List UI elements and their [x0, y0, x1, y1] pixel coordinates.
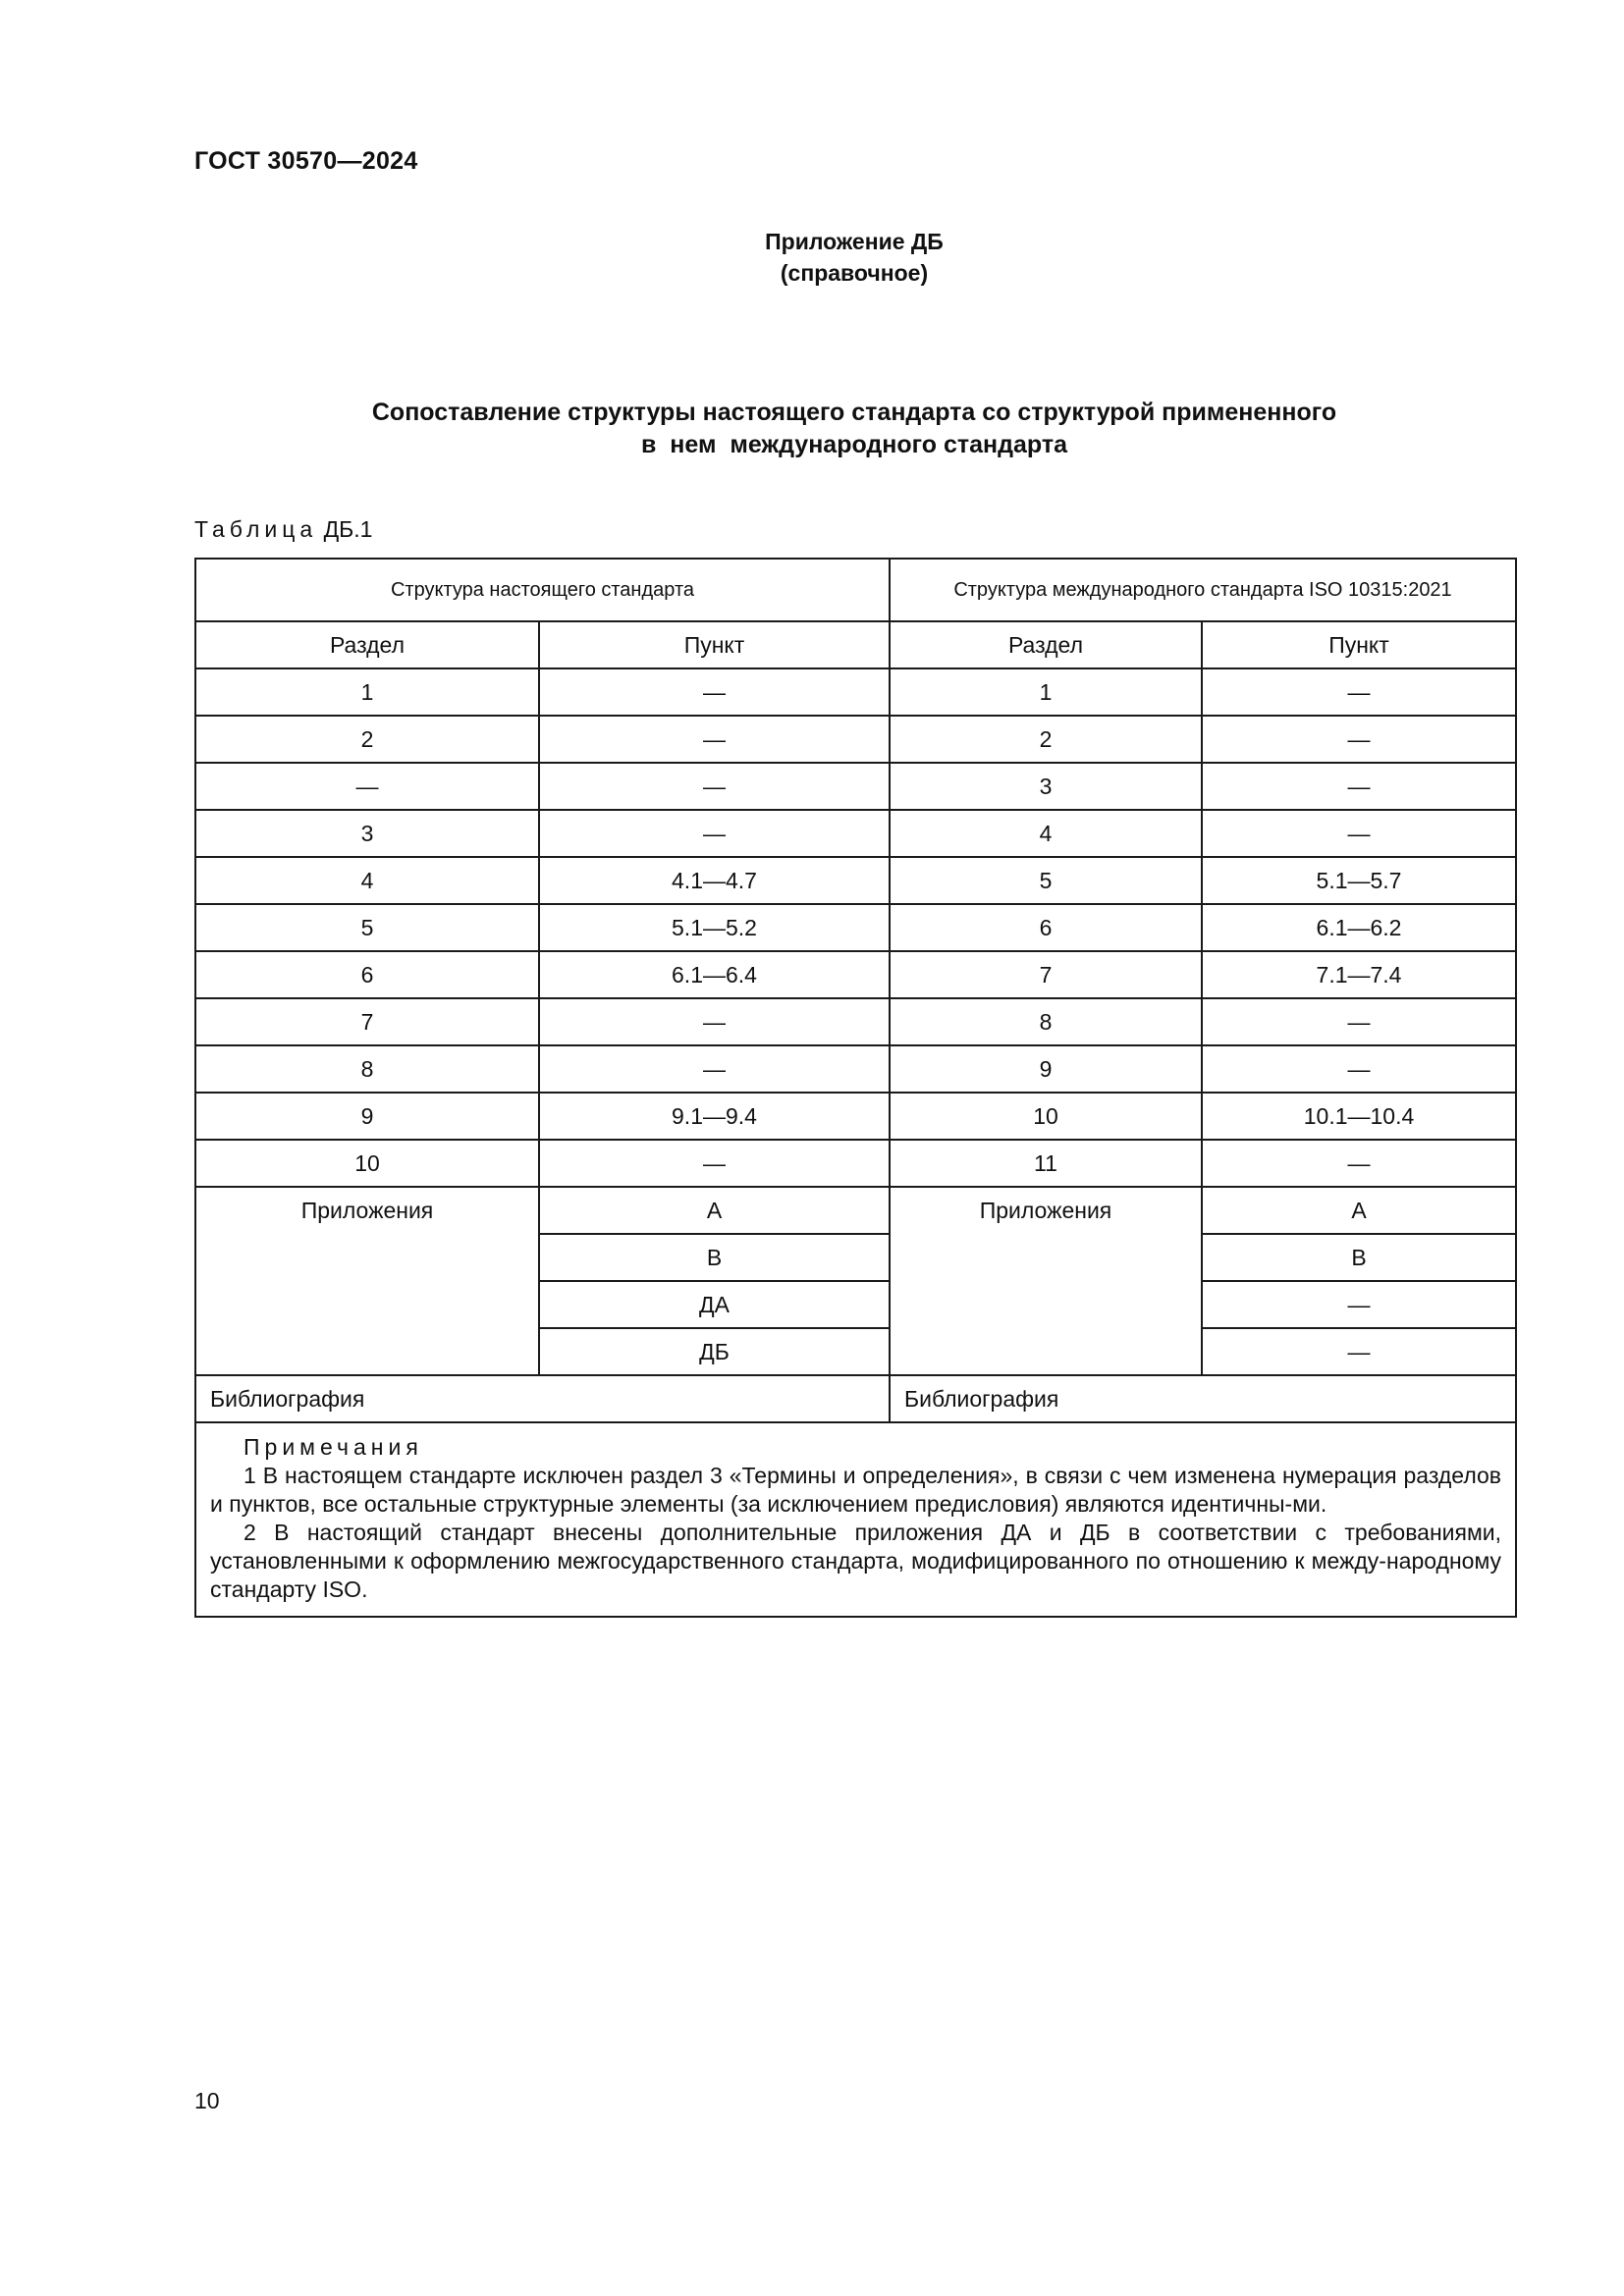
table-row: [195, 1093, 1516, 1140]
group-header-own: Структура настоящего стандарта: [195, 559, 890, 621]
cell-intl-section: 9: [890, 1045, 1202, 1093]
cell-intl-clause: —: [1202, 763, 1516, 810]
cell-own-clause: —: [539, 998, 890, 1045]
cell-intl-clause: —: [1202, 1140, 1516, 1187]
cell-own-clause: —: [539, 1140, 890, 1187]
appendix-heading: [0, 226, 1624, 289]
cell-own-section: 3: [195, 810, 539, 857]
cell-own-clause: —: [539, 763, 890, 810]
intl-appendix-item: —: [1202, 1328, 1516, 1375]
cell-own-clause: —: [539, 716, 890, 763]
notes-cell: [195, 1422, 1516, 1617]
main-title-line-1: Сопоставление структуры настоящего стандарта со структурой примененного: [371, 399, 1337, 426]
col-header-own-clause: Пункт: [539, 621, 890, 668]
cell-own-section: —: [195, 763, 539, 810]
cell-own-clause: —: [539, 668, 890, 716]
cell-intl-section: 11: [890, 1140, 1202, 1187]
cell-own-section: 6: [195, 951, 539, 998]
col-header-intl-section: Раздел: [890, 621, 1202, 668]
cell-own-clause: 4.1—4.7: [539, 857, 890, 904]
intl-appendix-item: А: [1202, 1187, 1516, 1234]
table-row: [195, 998, 1516, 1045]
cell-intl-clause: 7.1—7.4: [1202, 951, 1516, 998]
intl-appendices-label: Приложения: [890, 1187, 1202, 1375]
cell-own-clause: 5.1—5.2: [539, 904, 890, 951]
cell-intl-section: 8: [890, 998, 1202, 1045]
note-2: 2 В настоящий стандарт внесены дополнительные приложения ДА и ДБ в соответствии с требованиями, установленными к оформлению межгосударственного стандарта, модифицированного по отношению к между-народному стандарту ISO.: [210, 1520, 1502, 1602]
structure-comparison-table: [194, 558, 1517, 1618]
cell-own-section: 4: [195, 857, 539, 904]
main-title: [0, 397, 1624, 461]
bibliography-row: [195, 1375, 1516, 1422]
table-row: [195, 904, 1516, 951]
cell-own-clause: 9.1—9.4: [539, 1093, 890, 1140]
cell-own-section: 2: [195, 716, 539, 763]
cell-own-clause: —: [539, 1045, 890, 1093]
table-row: [195, 763, 1516, 810]
table-group-header-row: [195, 559, 1516, 621]
table-caption-prefix: Таблица: [194, 516, 318, 542]
cell-intl-section: 2: [890, 716, 1202, 763]
own-appendix-item: А: [539, 1187, 890, 1234]
own-appendices-label: Приложения: [195, 1187, 539, 1375]
appendix-type: (справочное): [780, 260, 929, 286]
notes-row: [195, 1422, 1516, 1617]
appendix-title: Приложение ДБ: [765, 229, 944, 254]
cell-intl-clause: —: [1202, 998, 1516, 1045]
own-appendix-item: ДБ: [539, 1328, 890, 1375]
table-row: [195, 1140, 1516, 1187]
group-header-intl: Структура международного стандарта ISO 10315:2021: [890, 559, 1516, 621]
cell-intl-clause: —: [1202, 716, 1516, 763]
col-header-own-section: Раздел: [195, 621, 539, 668]
intl-bibliography: Библиография: [890, 1375, 1516, 1422]
table-caption: [194, 516, 372, 543]
page-number: 10: [194, 2088, 220, 2113]
intl-appendix-item: —: [1202, 1281, 1516, 1328]
cell-intl-section: 7: [890, 951, 1202, 998]
cell-own-section: 9: [195, 1093, 539, 1140]
cell-intl-clause: —: [1202, 668, 1516, 716]
main-title-line-2: в нем международного стандарта: [641, 431, 1067, 458]
cell-own-section: 8: [195, 1045, 539, 1093]
cell-own-clause: 6.1—6.4: [539, 951, 890, 998]
cell-intl-clause: —: [1202, 1045, 1516, 1093]
cell-intl-clause: 10.1—10.4: [1202, 1093, 1516, 1140]
cell-intl-section: 1: [890, 668, 1202, 716]
table-row: [195, 857, 1516, 904]
table-row: [195, 810, 1516, 857]
table-row: [195, 1045, 1516, 1093]
cell-intl-section: 5: [890, 857, 1202, 904]
appendix-row: [195, 1187, 1516, 1234]
document-code: ГОСТ 30570—2024: [194, 147, 418, 175]
col-header-intl-clause: Пункт: [1202, 621, 1516, 668]
notes-heading: Примечания: [244, 1434, 423, 1460]
cell-intl-clause: 5.1—5.7: [1202, 857, 1516, 904]
own-bibliography: Библиография: [195, 1375, 890, 1422]
table-caption-number: ДБ.1: [323, 516, 373, 542]
own-appendix-item: ДА: [539, 1281, 890, 1328]
cell-own-section: 10: [195, 1140, 539, 1187]
cell-own-clause: —: [539, 810, 890, 857]
cell-intl-section: 4: [890, 810, 1202, 857]
table-row: [195, 668, 1516, 716]
own-appendix-item: В: [539, 1234, 890, 1281]
note-1: 1 В настоящем стандарте исключен раздел 3 «Термины и определения», в связи с чем изменена нумерация разделов и пунктов, все остальные структурные элементы (за исключением предисловия) являются идентичны-ми.: [210, 1463, 1502, 1517]
intl-appendix-item: В: [1202, 1234, 1516, 1281]
cell-own-section: 5: [195, 904, 539, 951]
table-row: [195, 716, 1516, 763]
table-row: [195, 951, 1516, 998]
cell-intl-clause: —: [1202, 810, 1516, 857]
cell-intl-section: 3: [890, 763, 1202, 810]
cell-intl-section: 6: [890, 904, 1202, 951]
cell-intl-clause: 6.1—6.2: [1202, 904, 1516, 951]
cell-own-section: 1: [195, 668, 539, 716]
cell-intl-section: 10: [890, 1093, 1202, 1140]
cell-own-section: 7: [195, 998, 539, 1045]
table-column-header-row: [195, 621, 1516, 668]
